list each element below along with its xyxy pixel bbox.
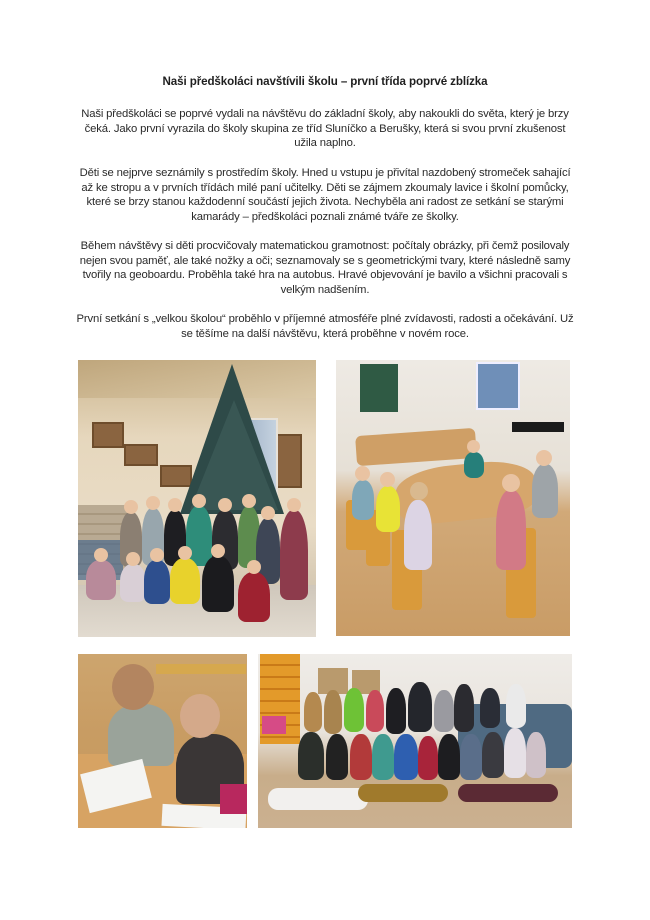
bench [156, 664, 246, 674]
child-head [380, 472, 395, 487]
photo-classroom [336, 360, 570, 636]
child-figure [238, 572, 270, 622]
child-head [536, 450, 552, 466]
child-figure [202, 556, 234, 612]
christmas-tree-inner [190, 400, 278, 510]
child-lying [458, 784, 558, 802]
child-head [218, 498, 232, 512]
child-figure [280, 510, 308, 600]
child-figure [526, 732, 546, 778]
paragraph-math-activities: Během návštěvy si děti procvičovaly matematickou gramotnost: počítaly obrázky, při čemž posilovaly nejen svou paměť, ale také nožky a oči; seznamovaly se s geometrickými tvary, které následně samy tvořily na geoboardu. Proběhla také hra na autobus. Hravé objevování je bavilo a všichni pracovali s velkým nadšením. [79, 240, 571, 296]
child-head [126, 552, 140, 566]
child-figure [454, 684, 474, 732]
wall-shelf [124, 444, 158, 466]
window [476, 362, 520, 410]
child-figure [386, 688, 406, 734]
wall-shelf [92, 422, 124, 448]
child-figure [504, 728, 526, 778]
child-head [211, 544, 225, 558]
child-figure [460, 734, 482, 780]
child-head [467, 440, 480, 453]
child-figure [438, 734, 460, 780]
pencil-case [220, 784, 247, 814]
child-figure [352, 480, 374, 520]
child-head [287, 498, 301, 512]
child-figure [404, 500, 432, 570]
child-figure [344, 688, 364, 732]
child-figure [170, 558, 200, 604]
child-figure [464, 452, 484, 478]
chalkboard [360, 364, 398, 412]
child-figure [372, 734, 394, 780]
child-lying [358, 784, 448, 802]
child-figure [408, 682, 432, 732]
child-head [94, 548, 108, 562]
child-figure [434, 690, 454, 732]
child-figure [496, 490, 526, 570]
paragraph-intro: Naši předškoláci se poprvé vydali na návštěvu do základní školy, aby nakoukli do světa, který je brzy čeká. Jako první vyrazila do školy skupina ze tříd Sluníčko a Berušky, která si svou první zkušenost užila naplno. [81, 108, 569, 150]
child-head [150, 548, 164, 562]
child-head [261, 506, 275, 520]
child-figure [298, 732, 324, 780]
child-figure [120, 564, 146, 602]
child-figure [482, 732, 504, 778]
child-figure [480, 688, 500, 728]
child-head [112, 664, 154, 710]
child-head [355, 466, 370, 481]
child-figure [324, 690, 342, 734]
child-head [502, 474, 520, 492]
child-head [180, 694, 220, 738]
keyboard-instrument [512, 422, 564, 432]
paragraph-closing: První setkání s „velkou školou“ proběhlo v příjemné atmosféře plné zvídavosti, radosti a očekávání. Už se těšíme na další návštěvu, která proběhne v novém roce. [76, 313, 574, 340]
photo-boys-counting [78, 654, 247, 828]
article-title: Naši předškoláci navštívili školu – první třída poprvé zblízka [162, 75, 488, 88]
paragraph-school-environment: Děti se nejprve seznámily s prostředím školy. Hned u vstupu je přivítal nazdobený stromeček sahající až ke stropu a v prvních třídách milé paní učitelky. Děti se zájmem zkoumaly lavice i školní pomůcky, které se brzy stanou každodenní součástí jejich života. Nechyběla ani radost ze setkání se starými kamarády – předškoláci poznali známé tváře ze školky. [79, 167, 571, 223]
child-figure [326, 734, 348, 780]
child-figure [304, 692, 322, 732]
child-head [146, 496, 160, 510]
child-head [242, 494, 256, 508]
child-head [124, 500, 138, 514]
child-figure [506, 684, 526, 728]
child-figure [144, 560, 170, 604]
photo-group-playroom [258, 654, 572, 828]
child-head [192, 494, 206, 508]
child-lying [268, 788, 368, 810]
child-head [247, 560, 261, 574]
child-head [178, 546, 192, 560]
photo-christmas-tree-group [78, 360, 316, 637]
child-figure [532, 464, 558, 518]
child-figure [86, 560, 116, 600]
child-figure [108, 704, 174, 766]
child-figure [366, 690, 384, 732]
child-figure [350, 734, 372, 780]
child-head [168, 498, 182, 512]
child-figure [394, 734, 418, 780]
child-head [410, 482, 428, 500]
child-figure [376, 486, 400, 532]
basket [262, 716, 286, 734]
child-figure [418, 736, 438, 780]
